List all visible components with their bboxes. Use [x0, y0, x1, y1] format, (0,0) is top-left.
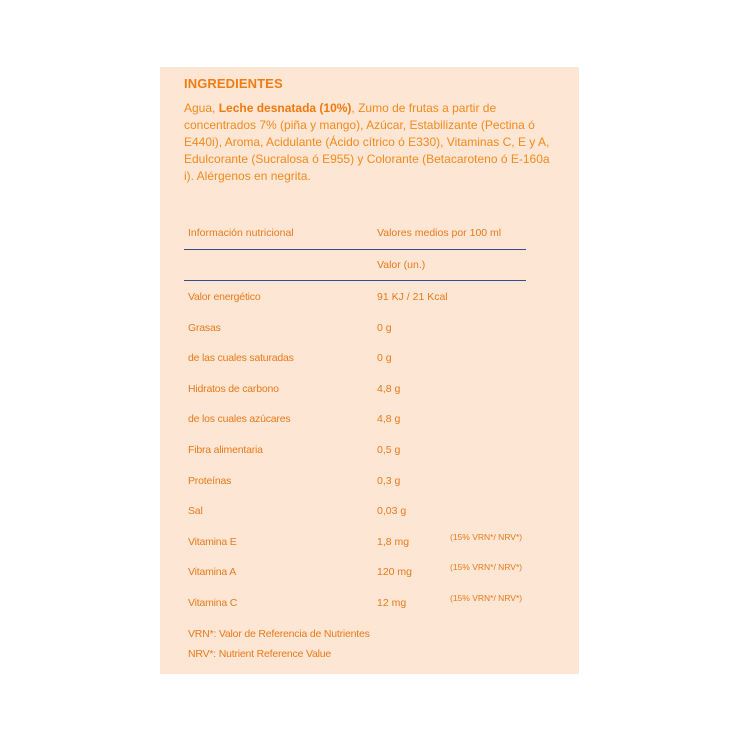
- ingredients-rest: , Zumo de frutas a partir de concentrados 7% (piña y mango), Azúcar, Estabilizante (Pectina ó E440i), Aroma, Acidulante (Ácido cítrico ó E330), Vitaminas C, E y A, Edulcorante (Sucralosa ó E955) y Colorante (Betacaroteno ó E-160a i). Alérgenos en negrita.: [184, 101, 550, 183]
- nutrition-row: [184, 465, 526, 496]
- nutrient-value: 0,3 g: [377, 474, 401, 487]
- nutrient-value: 4,8 g: [377, 382, 401, 395]
- nutrient-name: Proteínas: [188, 474, 232, 487]
- nutrition-header-label: Información nutricional: [188, 227, 294, 239]
- nutrient-value: 1,8 mg: [377, 535, 410, 548]
- nutrition-row: [184, 556, 526, 587]
- nutrient-value: 120 mg: [377, 566, 413, 579]
- nutrient-name: Vitamina E: [188, 535, 237, 548]
- nutrient-name: de las cuales saturadas: [188, 352, 294, 365]
- nutrition-rows: [184, 281, 526, 618]
- nutrient-name: Fibra alimentaria: [188, 443, 263, 456]
- nutrition-table: [184, 219, 526, 618]
- footnote-nrv: NRV*: Nutrient Reference Value: [188, 648, 332, 660]
- nutrient-reference: (15% VRN*/ NRV*): [450, 562, 523, 573]
- nutrition-header-row: [184, 219, 526, 250]
- nutrient-value: 4,8 g: [377, 413, 401, 426]
- nutrient-value: 91 KJ / 21 Kcal: [377, 291, 448, 303]
- ingredients-lead: Agua,: [184, 101, 219, 115]
- nutrition-row: [184, 312, 526, 343]
- nutrient-name: Sal: [188, 505, 203, 518]
- ingredients-allergen: Leche desnatada (10%): [218, 101, 352, 115]
- nutrition-row: [184, 434, 526, 465]
- nutrient-name: Vitamina A: [188, 566, 237, 579]
- nutrition-unit-row: [184, 250, 526, 281]
- nutrient-reference: (15% VRN*/ NRV*): [450, 592, 523, 603]
- nutrient-name: de los cuales azúcares: [188, 413, 291, 426]
- ingredients-title: INGREDIENTES: [184, 76, 283, 91]
- footnote-vrn: VRN*: Valor de Referencia de Nutrientes: [188, 628, 370, 640]
- nutrient-value: 12 mg: [377, 596, 407, 609]
- nutrition-row: [184, 373, 526, 404]
- nutrient-value: 0 g: [377, 352, 392, 365]
- nutrient-name: Vitamina C: [188, 596, 238, 609]
- nutrient-name: Valor energético: [188, 291, 261, 303]
- ingredients-text: [184, 100, 554, 185]
- nutrient-name: Hidratos de carbono: [188, 382, 279, 395]
- nutrition-row: [184, 526, 526, 557]
- nutrient-name: Grasas: [188, 321, 221, 334]
- footnotes: [188, 624, 370, 664]
- nutrient-reference: (15% VRN*/ NRV*): [450, 531, 523, 542]
- nutrition-row: [184, 403, 526, 434]
- nutrition-header-value: Valores medios por 100 ml: [377, 227, 502, 239]
- nutrition-unit-label: Valor (un.): [377, 259, 426, 271]
- nutrient-value: 0,03 g: [377, 505, 407, 518]
- nutrition-row: [184, 342, 526, 373]
- nutrition-row: [184, 587, 526, 618]
- nutrition-row: [184, 495, 526, 526]
- nutrient-value: 0 g: [377, 321, 392, 334]
- nutrition-row: [184, 281, 526, 312]
- nutrition-label-panel: [160, 67, 579, 674]
- nutrient-value: 0,5 g: [377, 443, 401, 456]
